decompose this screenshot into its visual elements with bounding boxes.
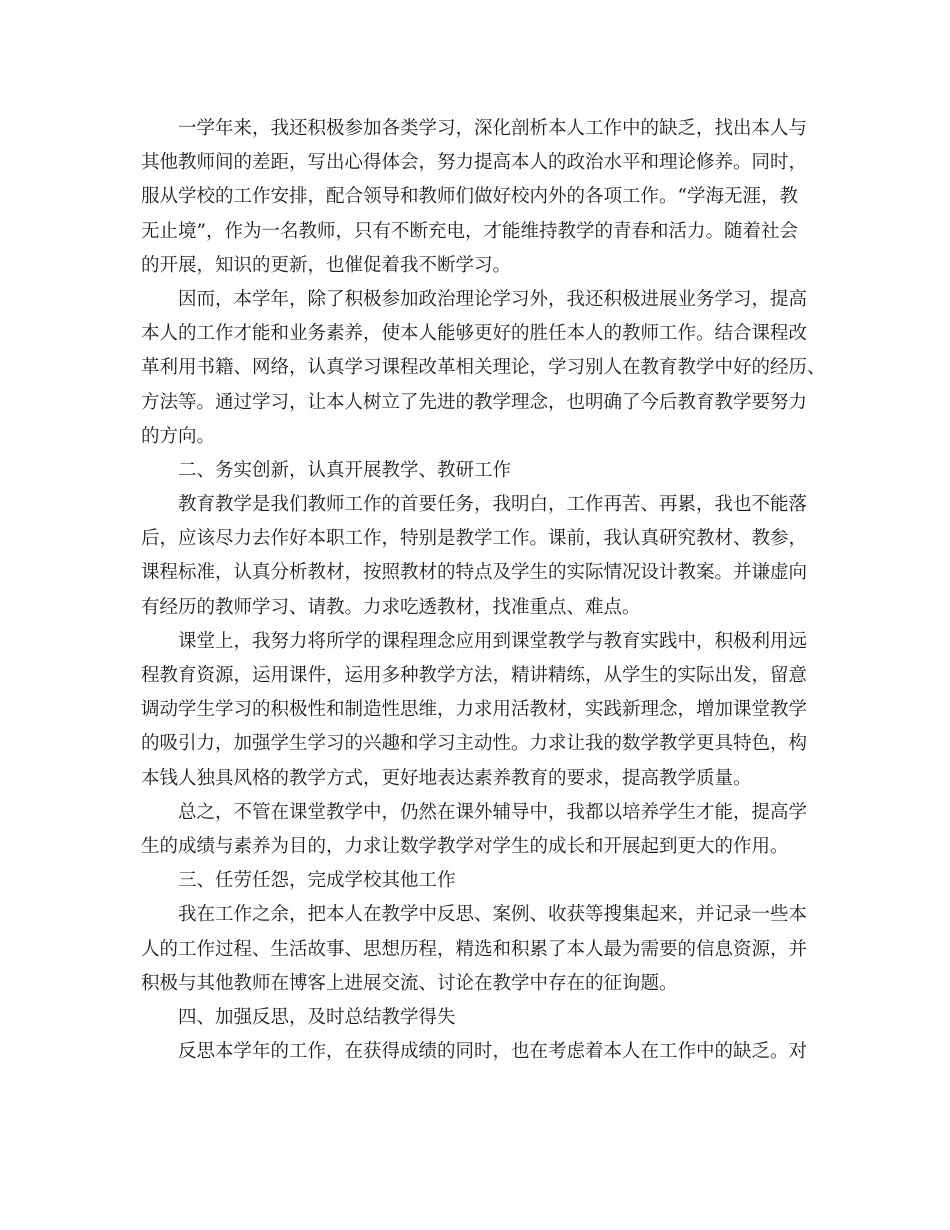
paragraph-first-line: 反思本学年的工作，在获得成绩的同时，也在考虑着本人在工作中的缺乏。对: [178, 1041, 808, 1063]
paragraph-first-line: 我在工作之余，把本人在教学中反思、案例、收获等搜集起来，并记录一些本: [178, 904, 808, 926]
paragraph-line: 革利用书籍、网络，认真学习课程改革相关理论，学习别人在教育教学中好的经历、: [141, 357, 826, 379]
paragraph-line: 其他教师间的差距，写出心得体会，努力提高本人的政治水平和理论修养。同时，: [141, 152, 808, 174]
paragraph-line: 积极与其他教师在博客上进展交流、讨论在教学中存在的征询题。: [141, 972, 678, 994]
paragraph-line: 无止境”，作为一名教师，只有不断充电，才能维持教学的青春和活力。随着社会: [141, 220, 798, 242]
paragraph-first-line: 因而，本学年，除了积极参加政治理论学习外，我还积极进展业务学习，提高: [178, 288, 808, 310]
document-body: [141, 112, 826, 1069]
paragraph-line: 生的成绩与素养为目的，力求让数学教学对学生的成长和开展起到更大的作用。: [141, 835, 789, 857]
paragraph-line: 课程标准，认真分析教材，按照教材的特点及学生的实际情况设计教案。并谦虚向: [141, 562, 808, 584]
paragraph-line: 本人的工作才能和业务素养，使本人能够更好的胜任本人的教师工作。结合课程改: [141, 323, 808, 345]
paragraph-line: 的方向。: [141, 425, 216, 447]
paragraph-line: 本钱人独具风格的教学方式，更好地表达素养教育的要求，提高教学质量。: [141, 767, 752, 789]
paragraph-line: 后，应该尽力去作好本职工作，特别是教学工作。课前，我认真研究教材、教参，: [141, 528, 808, 550]
paragraph-first-line: 四、加强反思，及时总结教学得失: [178, 1006, 456, 1028]
paragraph-line: 方法等。通过学习，让本人树立了先进的教学理念，也明确了今后教育教学要努力: [141, 391, 808, 413]
paragraph-first-line: 三、任劳任怨，完成学校其他工作: [178, 870, 456, 892]
paragraph-first-line: 总之，不管在课堂教学中，仍然在课外辅导中，我都以培养学生才能，提高学: [178, 801, 808, 823]
paragraph-line: 人的工作过程、生活故事、思想历程，精选和积累了本人最为需要的信息资源，并: [141, 938, 808, 960]
paragraph-line: 有经历的教师学习、请教。力求吃透教材，找准重点、难点。: [141, 596, 641, 618]
paragraph-line: 程教育资源，运用课件，运用多种教学方法，精讲精练，从学生的实际出发，留意: [141, 665, 808, 686]
paragraph-line: 调动学生学习的积极性和制造性思维，力求用活教材，实践新理念，增加课堂教学: [141, 699, 808, 721]
paragraph-line: 的吸引力，加强学生学习的兴趣和学习主动性。力求让我的数学教学更具特色，构: [141, 733, 808, 755]
paragraph-first-line: 教育教学是我们教师工作的首要任务，我明白，工作再苦、再累，我也不能落: [178, 494, 808, 516]
paragraph-first-line: 课堂上，我努力将所学的课程理念应用到课堂教学与教育实践中，积极利用远: [178, 630, 808, 652]
paragraph-line: 服从学校的工作安排，配合领导和教师们做好校内外的各项工作。“学海无涯，教: [141, 186, 798, 208]
paragraph-first-line: 二、务实创新，认真开展教学、教研工作: [178, 459, 512, 481]
paragraph-first-line: 一学年来，我还积极参加各类学习，深化剖析本人工作中的缺乏，找出本人与: [178, 118, 808, 139]
paragraph-line: 的开展，知识的更新，也催促着我不断学习。: [141, 254, 512, 276]
